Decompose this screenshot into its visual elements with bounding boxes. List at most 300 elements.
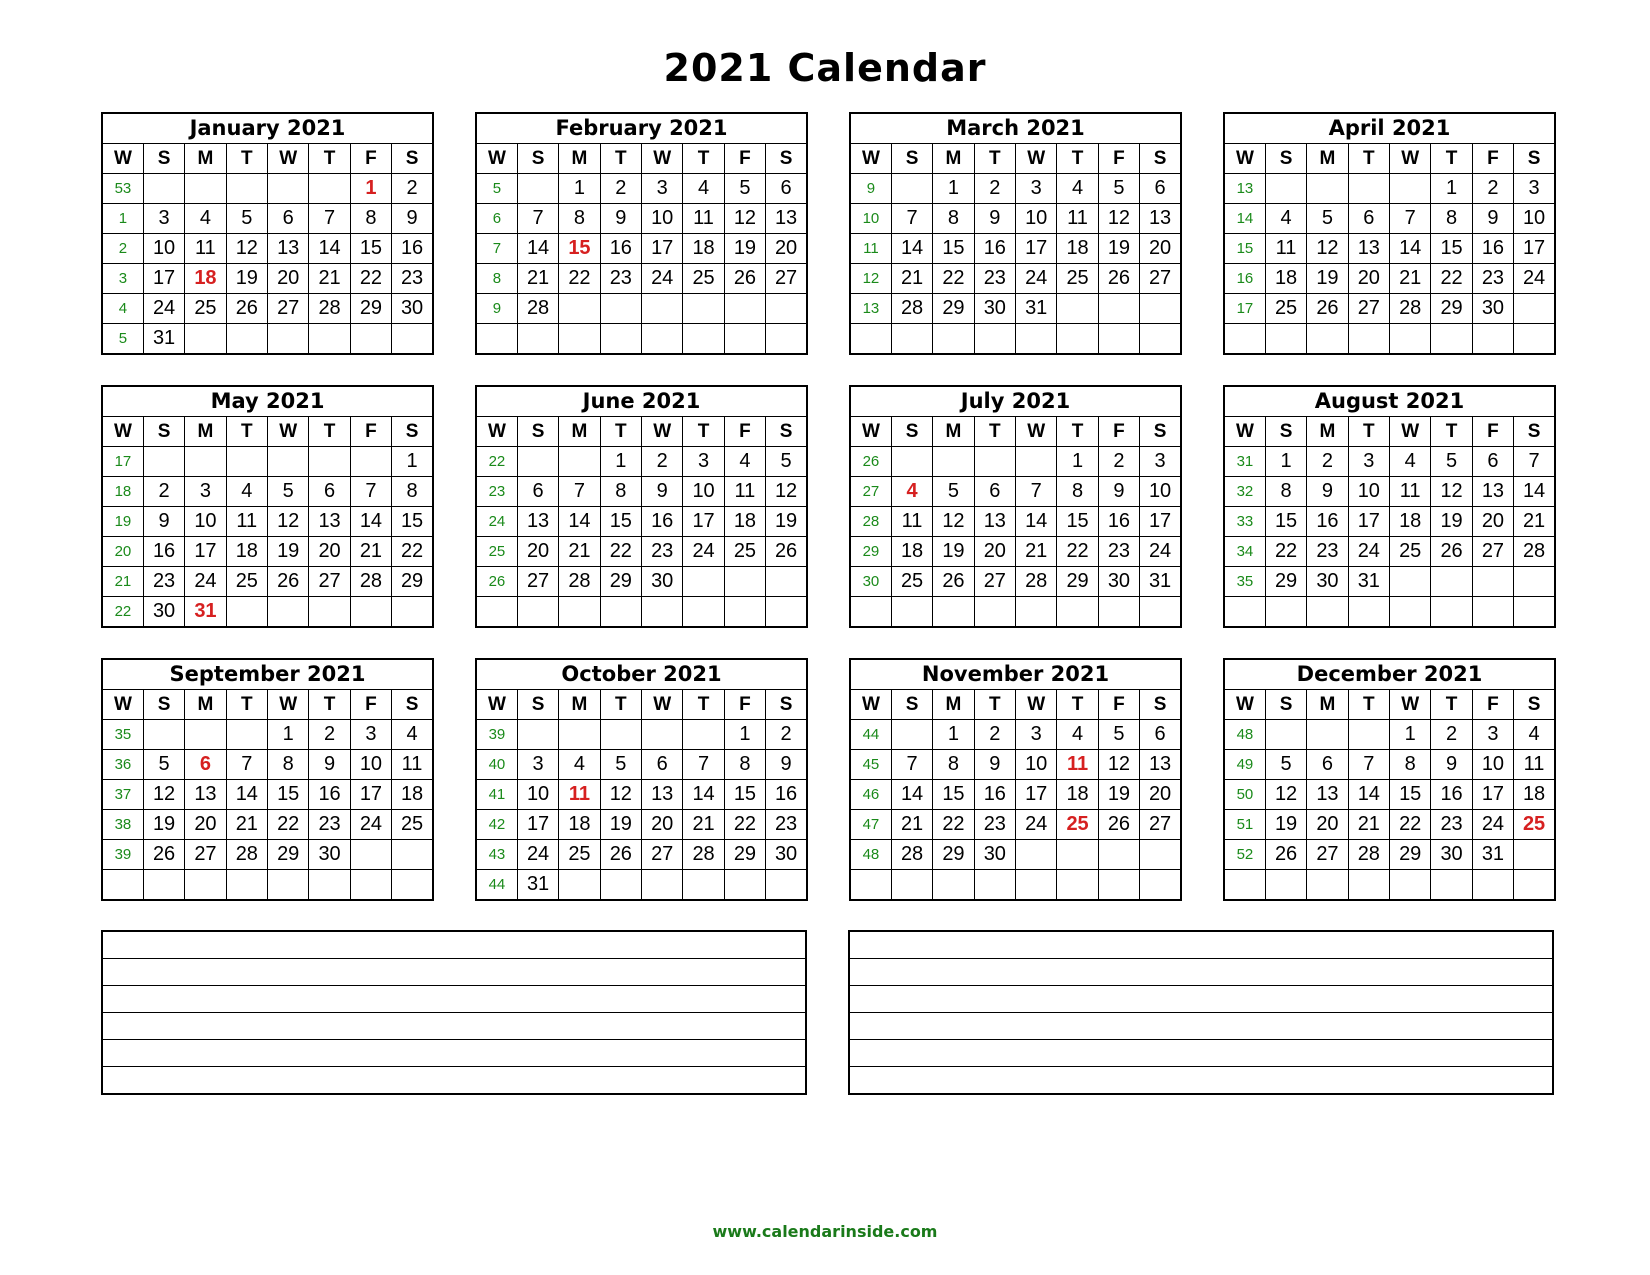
empty-day-cell: [1390, 567, 1431, 597]
day-cell: 21: [1348, 810, 1389, 840]
weekday-header: T: [683, 690, 724, 720]
weekday-header: M: [185, 417, 226, 447]
week-row: [476, 870, 807, 901]
week-row: [102, 870, 433, 901]
month-calendar: [101, 658, 434, 901]
week-row: [102, 234, 433, 264]
week-row: [850, 234, 1181, 264]
day-cell: 28: [1348, 840, 1389, 870]
week-row: [850, 597, 1181, 628]
day-cell: 7: [517, 204, 558, 234]
empty-day-cell: [559, 597, 600, 628]
week-row: [850, 477, 1181, 507]
week-number: 11: [850, 234, 891, 264]
day-cell: 22: [1057, 537, 1098, 567]
empty-day-cell: [1514, 870, 1555, 901]
day-cell: 5: [933, 477, 974, 507]
week-column-header: W: [476, 144, 517, 174]
weekday-header: T: [1348, 144, 1389, 174]
day-cell: 24: [1016, 810, 1057, 840]
day-cell: 12: [933, 507, 974, 537]
week-row: [1224, 537, 1555, 567]
day-cell: 31: [1016, 294, 1057, 324]
day-cell: 29: [933, 840, 974, 870]
week-row: [476, 447, 807, 477]
weekday-header: F: [350, 144, 391, 174]
day-cell: 24: [1514, 264, 1555, 294]
day-cell: 3: [185, 477, 226, 507]
empty-day-cell: [1307, 174, 1348, 204]
week-row: [1224, 597, 1555, 628]
day-cell: 12: [143, 780, 184, 810]
week-number: 39: [476, 720, 517, 750]
day-cell: 22: [933, 810, 974, 840]
day-cell: 3: [1348, 447, 1389, 477]
day-cell: 26: [1431, 537, 1472, 567]
day-cell: 15: [600, 507, 641, 537]
day-cell: 17: [350, 780, 391, 810]
month-title: April 2021: [1224, 113, 1555, 144]
empty-day-cell: [766, 324, 807, 355]
weekday-header: M: [559, 144, 600, 174]
day-cell: 1: [1057, 447, 1098, 477]
day-cell: 15: [724, 780, 765, 810]
month-calendar: [1223, 385, 1556, 628]
weekday-header: F: [1472, 417, 1513, 447]
week-row: [1224, 567, 1555, 597]
empty-day-cell: [517, 174, 558, 204]
empty-day-cell: [1472, 597, 1513, 628]
empty-day-cell: [1348, 720, 1389, 750]
month-calendar: [1223, 658, 1556, 901]
weekday-header: T: [974, 144, 1015, 174]
day-cell: 20: [974, 537, 1015, 567]
week-number: 42: [476, 810, 517, 840]
weekday-header: W: [1390, 690, 1431, 720]
day-cell: 6: [185, 750, 226, 780]
weekday-header: M: [1307, 417, 1348, 447]
day-cell: 15: [1431, 234, 1472, 264]
weekday-header: T: [309, 144, 350, 174]
weekday-header: W: [268, 690, 309, 720]
week-number: 49: [1224, 750, 1265, 780]
day-cell: 7: [1016, 477, 1057, 507]
empty-day-cell: [350, 870, 391, 901]
day-cell: 20: [309, 537, 350, 567]
empty-day-cell: [185, 174, 226, 204]
day-cell: 9: [143, 507, 184, 537]
day-cell: 11: [1057, 750, 1098, 780]
day-cell: 5: [143, 750, 184, 780]
day-cell: 28: [1016, 567, 1057, 597]
day-cell: 21: [309, 264, 350, 294]
empty-day-cell: [933, 324, 974, 355]
notes-line: [103, 1040, 805, 1067]
empty-day-cell: [559, 324, 600, 355]
empty-day-cell: [724, 294, 765, 324]
week-number: 31: [1224, 447, 1265, 477]
week-number: 13: [1224, 174, 1265, 204]
day-cell: 3: [350, 720, 391, 750]
empty-day-cell: [600, 324, 641, 355]
day-cell: 15: [350, 234, 391, 264]
day-cell: 15: [1390, 780, 1431, 810]
week-number: 1: [102, 204, 143, 234]
day-cell: 23: [1472, 264, 1513, 294]
empty-day-cell: [724, 597, 765, 628]
day-cell: 22: [268, 810, 309, 840]
day-cell: 3: [1140, 447, 1181, 477]
day-cell: 28: [891, 294, 932, 324]
day-cell: 16: [1098, 507, 1139, 537]
weekday-header: M: [559, 690, 600, 720]
week-number: 22: [476, 447, 517, 477]
week-row: [1224, 447, 1555, 477]
empty-day-cell: [226, 870, 267, 901]
day-cell: 15: [1057, 507, 1098, 537]
day-cell: 9: [642, 477, 683, 507]
weekday-header: S: [392, 417, 433, 447]
week-row: [102, 204, 433, 234]
day-cell: 3: [683, 447, 724, 477]
week-number: 20: [102, 537, 143, 567]
empty-day-cell: [268, 447, 309, 477]
empty-day-cell: [683, 567, 724, 597]
day-cell: 8: [1265, 477, 1306, 507]
notes-line: [103, 959, 805, 986]
weekday-header: F: [1098, 417, 1139, 447]
week-number: [1224, 870, 1265, 901]
empty-day-cell: [766, 597, 807, 628]
week-number: 17: [1224, 294, 1265, 324]
day-cell: 1: [600, 447, 641, 477]
empty-day-cell: [1472, 870, 1513, 901]
week-number: 38: [102, 810, 143, 840]
empty-day-cell: [517, 597, 558, 628]
empty-day-cell: [268, 324, 309, 355]
day-cell: 11: [1514, 750, 1555, 780]
day-cell: 5: [1265, 750, 1306, 780]
day-cell: 28: [559, 567, 600, 597]
day-cell: 1: [1265, 447, 1306, 477]
day-cell: 13: [309, 507, 350, 537]
month-title: January 2021: [102, 113, 433, 144]
empty-day-cell: [517, 324, 558, 355]
day-cell: 21: [683, 810, 724, 840]
empty-day-cell: [891, 597, 932, 628]
day-cell: 12: [1098, 204, 1139, 234]
week-number: 5: [476, 174, 517, 204]
weekday-header: S: [143, 417, 184, 447]
week-row: [850, 780, 1181, 810]
month-calendar: [475, 385, 808, 628]
day-cell: 27: [766, 264, 807, 294]
weekday-header: T: [683, 144, 724, 174]
weekday-header: W: [1016, 690, 1057, 720]
week-number: 13: [850, 294, 891, 324]
day-cell: 4: [1390, 447, 1431, 477]
weekday-header: M: [933, 417, 974, 447]
week-row: [850, 294, 1181, 324]
day-cell: 13: [1140, 750, 1181, 780]
week-number: [1224, 324, 1265, 355]
day-cell: 3: [517, 750, 558, 780]
day-cell: 26: [724, 264, 765, 294]
empty-day-cell: [724, 324, 765, 355]
week-number: 34: [1224, 537, 1265, 567]
day-cell: 2: [766, 720, 807, 750]
day-cell: 2: [1472, 174, 1513, 204]
day-cell: 14: [683, 780, 724, 810]
empty-day-cell: [1307, 597, 1348, 628]
empty-day-cell: [1348, 870, 1389, 901]
day-cell: 5: [766, 447, 807, 477]
weekday-header: S: [1140, 690, 1181, 720]
month-title: September 2021: [102, 659, 433, 690]
week-row: [1224, 174, 1555, 204]
empty-day-cell: [766, 567, 807, 597]
day-cell: 23: [974, 810, 1015, 840]
empty-day-cell: [350, 597, 391, 628]
day-cell: 5: [226, 204, 267, 234]
day-cell: 13: [517, 507, 558, 537]
day-cell: 12: [1307, 234, 1348, 264]
week-number: 23: [476, 477, 517, 507]
empty-day-cell: [309, 447, 350, 477]
week-number: 9: [850, 174, 891, 204]
day-cell: 17: [185, 537, 226, 567]
empty-day-cell: [559, 870, 600, 901]
day-cell: 6: [268, 204, 309, 234]
day-cell: 20: [1140, 234, 1181, 264]
empty-day-cell: [1431, 597, 1472, 628]
day-cell: 21: [1390, 264, 1431, 294]
weekday-header: M: [1307, 144, 1348, 174]
day-cell: 11: [724, 477, 765, 507]
day-cell: 30: [309, 840, 350, 870]
day-cell: 19: [1098, 234, 1139, 264]
empty-day-cell: [1472, 324, 1513, 355]
day-cell: 25: [1057, 810, 1098, 840]
day-cell: 31: [1140, 567, 1181, 597]
day-cell: 24: [350, 810, 391, 840]
week-row: [476, 750, 807, 780]
empty-day-cell: [1307, 720, 1348, 750]
day-cell: 19: [724, 234, 765, 264]
week-row: [1224, 507, 1555, 537]
week-number: 26: [476, 567, 517, 597]
empty-day-cell: [1307, 870, 1348, 901]
weekday-header: T: [1431, 690, 1472, 720]
day-cell: 4: [683, 174, 724, 204]
day-cell: 31: [1348, 567, 1389, 597]
day-cell: 15: [559, 234, 600, 264]
empty-day-cell: [642, 294, 683, 324]
day-cell: 21: [517, 264, 558, 294]
day-cell: 5: [600, 750, 641, 780]
day-cell: 10: [517, 780, 558, 810]
empty-day-cell: [392, 597, 433, 628]
day-cell: 1: [933, 174, 974, 204]
day-cell: 24: [1348, 537, 1389, 567]
empty-day-cell: [1348, 597, 1389, 628]
weekday-header: S: [143, 690, 184, 720]
empty-day-cell: [1431, 870, 1472, 901]
week-number: 4: [102, 294, 143, 324]
empty-day-cell: [559, 447, 600, 477]
empty-day-cell: [1265, 174, 1306, 204]
day-cell: 16: [309, 780, 350, 810]
week-row: [476, 537, 807, 567]
empty-day-cell: [1307, 324, 1348, 355]
day-cell: 18: [1057, 780, 1098, 810]
day-cell: 29: [600, 567, 641, 597]
week-row: [102, 294, 433, 324]
day-cell: 23: [1307, 537, 1348, 567]
week-row: [850, 507, 1181, 537]
empty-day-cell: [1057, 324, 1098, 355]
day-cell: 13: [642, 780, 683, 810]
day-cell: 28: [1390, 294, 1431, 324]
empty-day-cell: [1265, 870, 1306, 901]
notes-box-left: [101, 930, 807, 1095]
weekday-header: S: [517, 417, 558, 447]
day-cell: 17: [1514, 234, 1555, 264]
week-number: [850, 597, 891, 628]
empty-day-cell: [185, 720, 226, 750]
weekday-header: T: [226, 690, 267, 720]
empty-day-cell: [1348, 174, 1389, 204]
day-cell: 25: [392, 810, 433, 840]
weekday-header: T: [600, 690, 641, 720]
weekday-header: S: [392, 690, 433, 720]
empty-day-cell: [517, 447, 558, 477]
day-cell: 19: [1431, 507, 1472, 537]
day-cell: 22: [350, 264, 391, 294]
empty-day-cell: [1140, 324, 1181, 355]
day-cell: 4: [1057, 720, 1098, 750]
month-calendar: [475, 112, 808, 355]
day-cell: 12: [226, 234, 267, 264]
week-number: [850, 324, 891, 355]
week-number: 32: [1224, 477, 1265, 507]
weekday-header: T: [309, 690, 350, 720]
empty-day-cell: [1140, 870, 1181, 901]
week-number: 6: [476, 204, 517, 234]
empty-day-cell: [891, 720, 932, 750]
day-cell: 27: [974, 567, 1015, 597]
weekday-header: T: [1057, 144, 1098, 174]
day-cell: 12: [724, 204, 765, 234]
week-row: [476, 507, 807, 537]
day-cell: 10: [1016, 204, 1057, 234]
week-number: 15: [1224, 234, 1265, 264]
empty-day-cell: [974, 447, 1015, 477]
day-cell: 20: [642, 810, 683, 840]
day-cell: 17: [1140, 507, 1181, 537]
day-cell: 24: [642, 264, 683, 294]
weekday-header: S: [891, 417, 932, 447]
weekday-header: W: [1390, 144, 1431, 174]
day-cell: 11: [891, 507, 932, 537]
day-cell: 23: [1098, 537, 1139, 567]
footer-website: www.calendarinside.com: [712, 1222, 938, 1241]
day-cell: 3: [1514, 174, 1555, 204]
week-number: 8: [476, 264, 517, 294]
notes-line: [850, 1067, 1552, 1093]
day-cell: 16: [1307, 507, 1348, 537]
week-row: [1224, 840, 1555, 870]
empty-day-cell: [600, 720, 641, 750]
empty-day-cell: [642, 720, 683, 750]
day-cell: 27: [309, 567, 350, 597]
day-cell: 9: [392, 204, 433, 234]
empty-day-cell: [1016, 597, 1057, 628]
day-cell: 24: [1472, 810, 1513, 840]
week-row: [850, 567, 1181, 597]
day-cell: 1: [559, 174, 600, 204]
month-title: July 2021: [850, 386, 1181, 417]
day-cell: 18: [226, 537, 267, 567]
week-number: 44: [476, 870, 517, 901]
week-column-header: W: [476, 690, 517, 720]
month-calendar: [849, 112, 1182, 355]
empty-day-cell: [683, 870, 724, 901]
empty-day-cell: [724, 567, 765, 597]
day-cell: 10: [1472, 750, 1513, 780]
day-cell: 25: [683, 264, 724, 294]
day-cell: 30: [974, 294, 1015, 324]
week-row: [1224, 780, 1555, 810]
week-number: 10: [850, 204, 891, 234]
empty-day-cell: [1265, 324, 1306, 355]
day-cell: 23: [309, 810, 350, 840]
day-cell: 5: [1098, 174, 1139, 204]
week-column-header: W: [1224, 690, 1265, 720]
day-cell: 22: [724, 810, 765, 840]
empty-day-cell: [766, 294, 807, 324]
day-cell: 8: [933, 204, 974, 234]
week-number: 41: [476, 780, 517, 810]
empty-day-cell: [1514, 567, 1555, 597]
week-row: [102, 537, 433, 567]
day-cell: 27: [517, 567, 558, 597]
week-row: [850, 840, 1181, 870]
day-cell: 17: [143, 264, 184, 294]
day-cell: 28: [683, 840, 724, 870]
weekday-header: S: [1265, 417, 1306, 447]
day-cell: 6: [517, 477, 558, 507]
empty-day-cell: [1057, 870, 1098, 901]
weekday-header: F: [724, 417, 765, 447]
day-cell: 27: [1472, 537, 1513, 567]
week-number: 17: [102, 447, 143, 477]
week-column-header: W: [850, 144, 891, 174]
week-number: 48: [850, 840, 891, 870]
empty-day-cell: [1098, 870, 1139, 901]
day-cell: 14: [559, 507, 600, 537]
day-cell: 7: [891, 204, 932, 234]
weekday-header: S: [143, 144, 184, 174]
day-cell: 13: [766, 204, 807, 234]
day-cell: 31: [185, 597, 226, 628]
day-cell: 3: [1016, 720, 1057, 750]
weekday-header: M: [933, 144, 974, 174]
day-cell: 18: [1390, 507, 1431, 537]
empty-day-cell: [1098, 597, 1139, 628]
day-cell: 19: [1307, 264, 1348, 294]
day-cell: 14: [891, 780, 932, 810]
